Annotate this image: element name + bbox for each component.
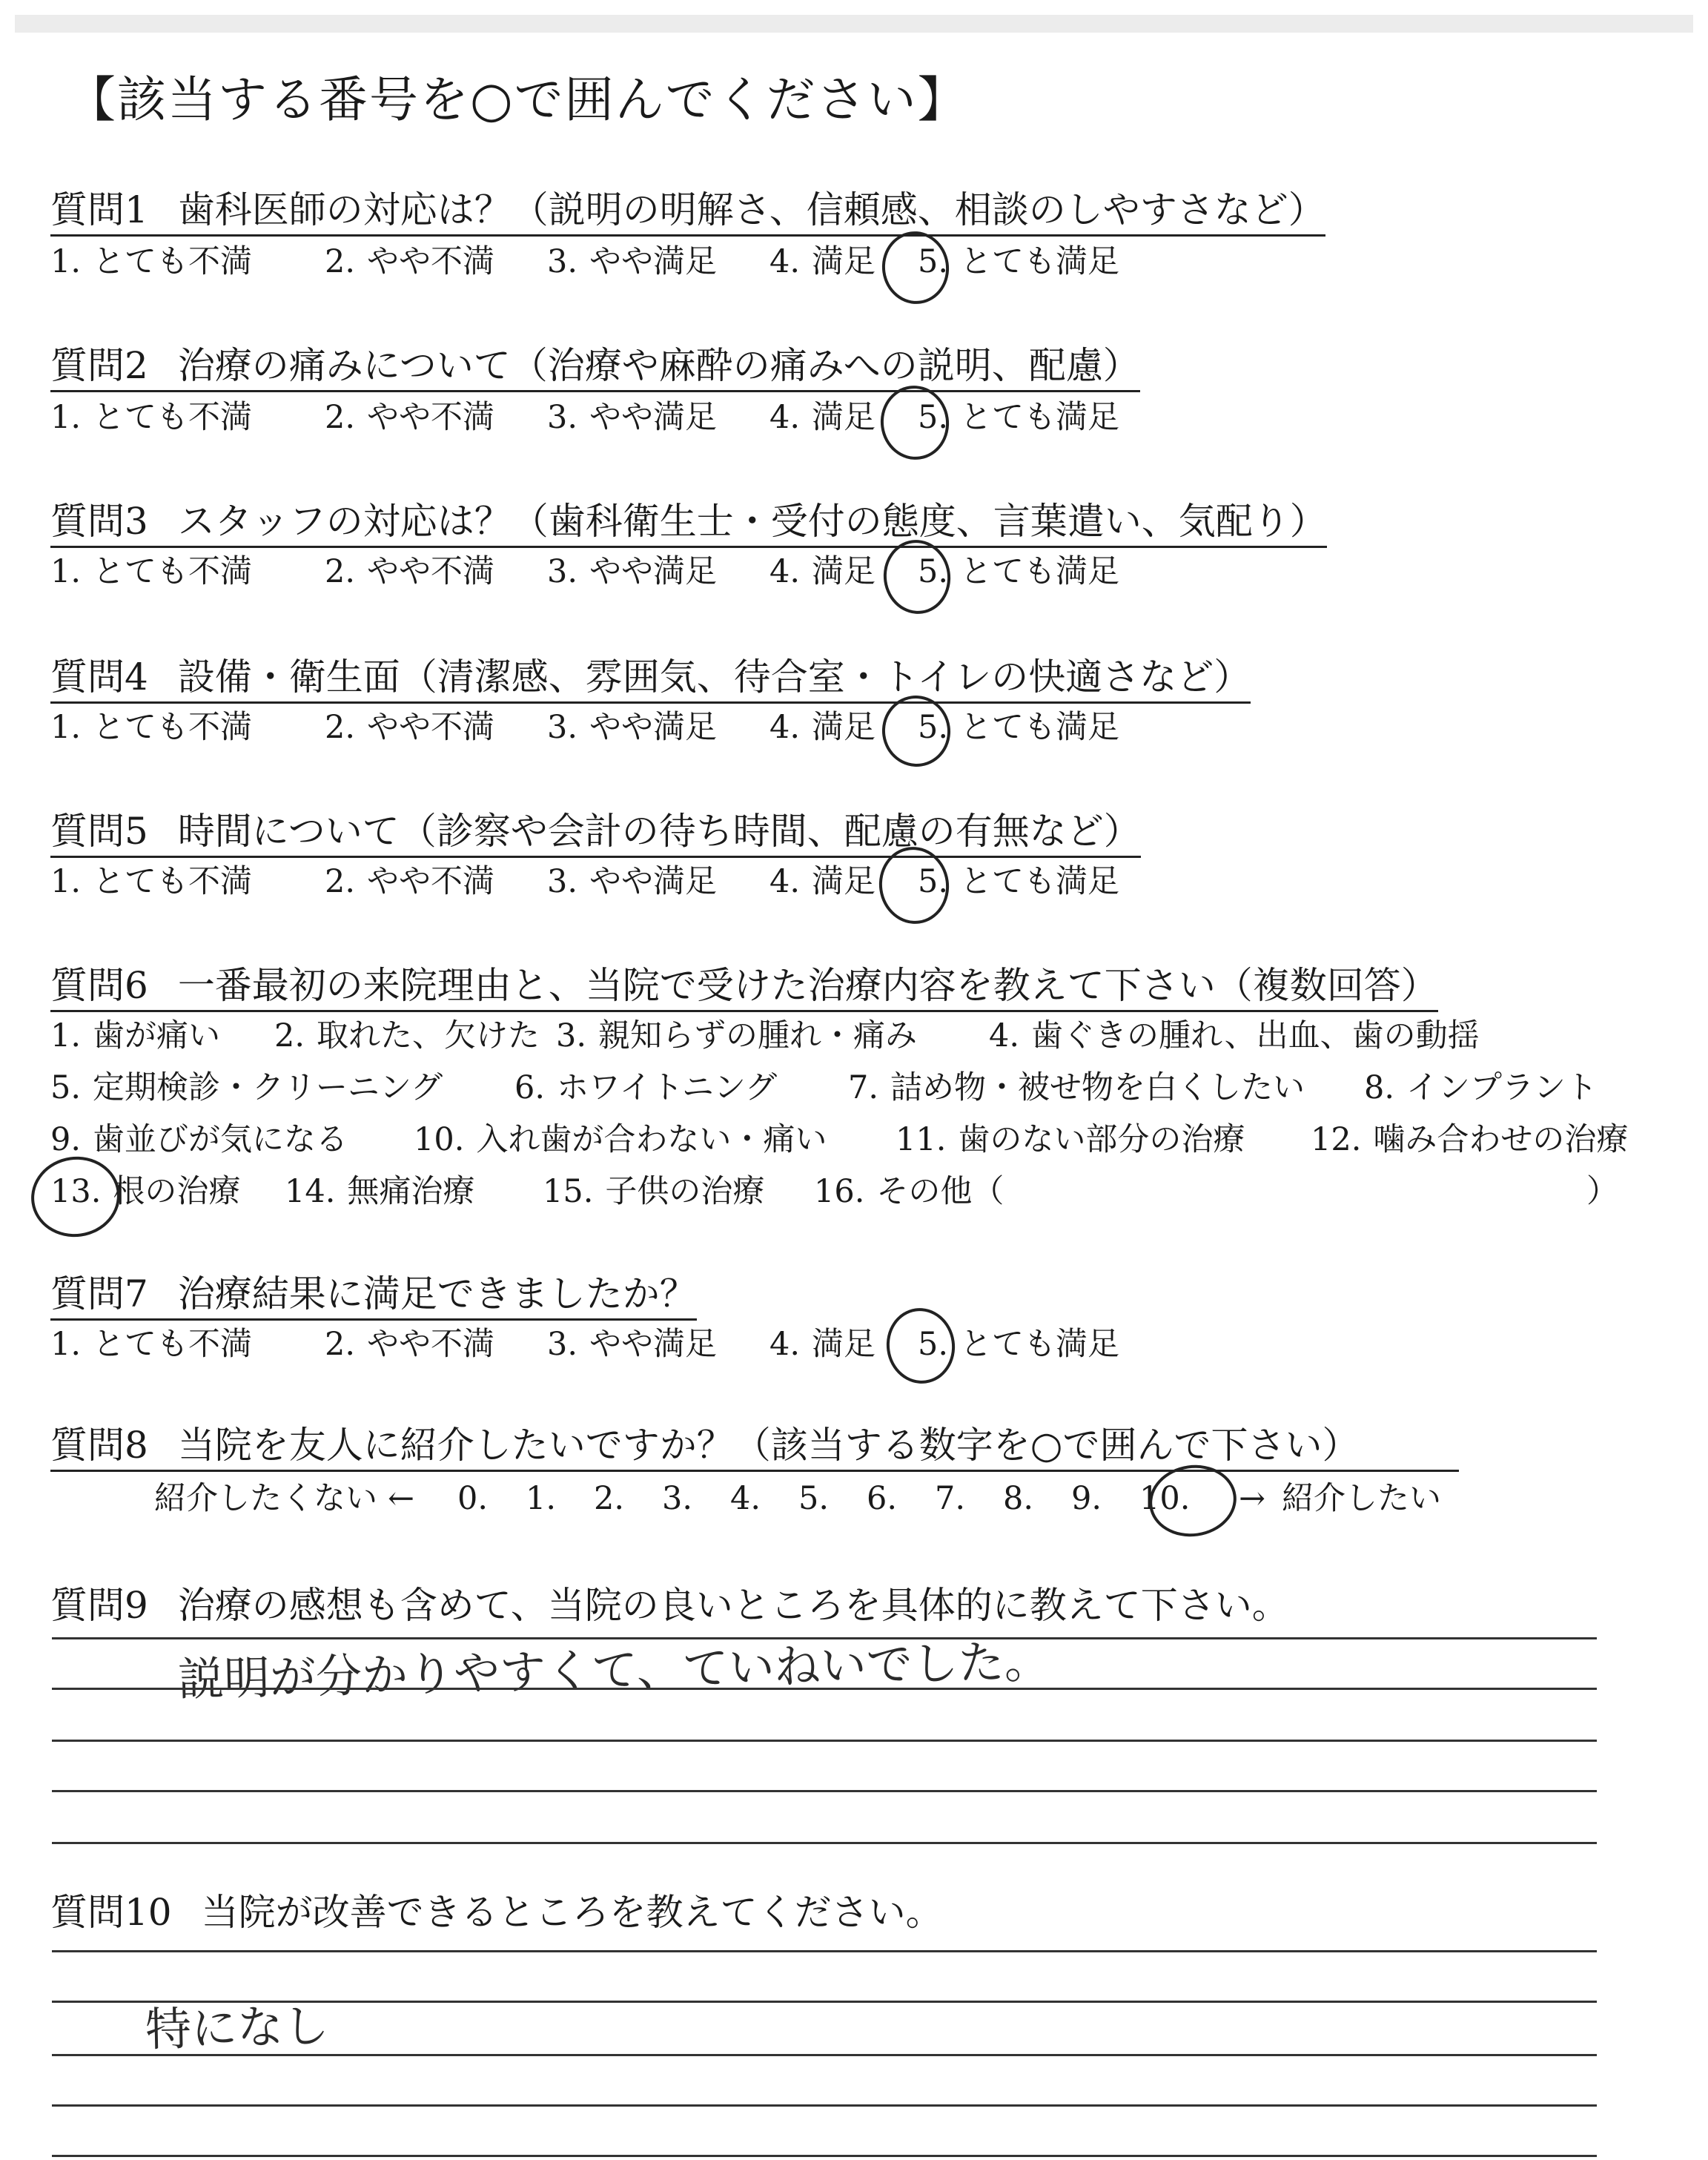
question-8-number: 質問8 [50,1424,148,1467]
scale-right-label: 紹介したい [1282,1480,1442,1517]
q10-handwritten-answer[interactable]: 特になし [145,1998,330,2057]
q6-option-3[interactable]: 3. 親知らずの腫れ・痛み [556,1017,918,1054]
question-8-text: 当院を友人に紹介したいですか？（該当する数字を○で囲んで下さい） [177,1424,1360,1467]
q6-option-5[interactable]: 5. 定期検診・クリーニング [50,1069,443,1106]
q6-option-12[interactable]: 12. 噛み合わせの治療 [1311,1121,1629,1158]
q6-option-10[interactable]: 10. 入れ歯が合わない・痛い [414,1121,827,1158]
option-4[interactable]: 4. 満足 [769,863,876,900]
question-2-title [50,344,1140,392]
q9-answer-line-3 [52,1740,1597,1742]
question-7-title [50,1272,697,1321]
question-7-text: 治療結果に満足できましたか？ [177,1272,697,1315]
question-6-options-row-4 [50,1173,1004,1210]
option-2[interactable]: 2. やや不満 [325,399,495,436]
q9-answer-line-4 [52,1790,1597,1792]
q6-option-8[interactable]: 8. インプラント [1364,1069,1598,1106]
scale-value-0[interactable]: 0. [457,1480,489,1517]
question-9-text: 治療の感想も含めて、当院の良いところを具体的に教えて下さい。 [177,1584,1289,1627]
q6-option-6[interactable]: 6. ホワイトニング [514,1069,778,1106]
scale-right-arrow: → [1239,1480,1266,1517]
question-3-text: スタッフの対応は？（歯科衛生士・受付の態度、言葉遣い、気配り） [177,500,1327,543]
option-2[interactable]: 2. やや不満 [325,553,495,590]
question-9-title [50,1584,1289,1630]
question-1-options [50,243,1120,280]
scale-left-arrow: ← [388,1480,415,1517]
option-5[interactable]: 5. とても満足 [918,863,1120,900]
question-6-text: 一番最初の来院理由と、当院で受けた治療内容を教えて下さい（複数回答） [177,964,1438,1007]
scale-value-3[interactable]: 3. [662,1480,693,1517]
q6-option-13[interactable]: 13. 根の治療 [50,1173,241,1210]
question-3-title [50,500,1327,548]
q6-option-16[interactable]: 16. その他（ [814,1173,1004,1210]
option-1[interactable]: 1. とても不満 [50,553,253,590]
option-4[interactable]: 4. 満足 [769,553,876,590]
option-5[interactable]: 5. とても満足 [918,1326,1120,1363]
option-4[interactable]: 4. 満足 [769,243,876,280]
question-6-options-row-2 [50,1069,1598,1106]
question-8-scale [154,1480,1442,1517]
question-3-number: 質問3 [50,500,148,543]
q10-answer-line-5 [52,2155,1597,2157]
option-2[interactable]: 2. やや不満 [325,1326,495,1363]
question-1-number: 質問1 [50,188,148,231]
answer-circle-q1 [878,227,954,308]
question-5-number: 質問5 [50,810,148,853]
answer-circle-q2 [875,381,953,464]
option-3[interactable]: 3. やや満足 [547,399,718,436]
form-heading: 【該当する番号を○で囲んでください】 [67,71,968,128]
question-2-text: 治療の痛みについて（治療や麻酔の痛みへの説明、配慮） [177,344,1140,387]
scale-value-5[interactable]: 5. [798,1480,830,1517]
q10-answer-line-4 [52,2104,1597,2107]
q6-option-15[interactable]: 15. 子供の治療 [543,1173,765,1210]
option-5[interactable]: 5. とても満足 [918,553,1120,590]
option-3[interactable]: 3. やや満足 [547,553,718,590]
scale-value-8[interactable]: 8. [1003,1480,1034,1517]
scale-value-10[interactable]: 10. [1139,1480,1191,1517]
question-6-options-row-3 [50,1121,1629,1158]
question-5-options [50,863,1120,900]
question-10-number: 質問10 [50,1891,172,1934]
question-9-number: 質問9 [50,1584,148,1627]
question-4-options [50,709,1120,746]
q10-answer-line-3 [52,2054,1597,2056]
q6-option-1[interactable]: 1. 歯が痛い [50,1017,221,1054]
q6-option-9[interactable]: 9. 歯並びが気になる [50,1121,348,1158]
scale-value-1[interactable]: 1. [526,1480,557,1517]
question-5-title [50,810,1141,858]
scale-value-9[interactable]: 9. [1071,1480,1102,1517]
option-3[interactable]: 3. やや満足 [547,243,718,280]
q9-answer-line-2 [52,1688,1597,1690]
q6-option-11[interactable]: 11. 歯のない部分の治療 [896,1121,1245,1158]
option-5[interactable]: 5. とても満足 [918,243,1120,280]
option-1[interactable]: 1. とても不満 [50,243,253,280]
q9-answer-line-5 [52,1842,1597,1844]
option-3[interactable]: 3. やや満足 [547,1326,718,1363]
q6-option-7[interactable]: 7. 詰め物・被せ物を白くしたい [848,1069,1305,1106]
option-2[interactable]: 2. やや不満 [325,863,495,900]
option-2[interactable]: 2. やや不満 [325,709,495,746]
option-5[interactable]: 5. とても満足 [918,709,1120,746]
scale-value-4[interactable]: 4. [730,1480,761,1517]
answer-circle-q7 [881,1304,959,1388]
question-10-text: 当院が改善できるところを教えてください。 [201,1891,943,1934]
option-1[interactable]: 1. とても不満 [50,863,253,900]
q6-option-14[interactable]: 14. 無痛治療 [285,1173,475,1210]
question-1-title [50,188,1325,237]
question-8-title [50,1424,1459,1472]
question-7-number: 質問7 [50,1272,148,1315]
question-4-title [50,655,1251,704]
question-10-title [50,1891,943,1937]
option-4[interactable]: 4. 満足 [769,399,876,436]
q10-answer-line-1 [52,1950,1597,1952]
scale-left-label: 紹介したくない [154,1480,377,1517]
option-4[interactable]: 4. 満足 [769,709,876,746]
option-5[interactable]: 5. とても満足 [918,399,1120,436]
answer-circle-q6 [26,1151,125,1243]
scale-value-6[interactable]: 6. [867,1480,898,1517]
scan-top-edge [15,15,1693,33]
question-3-options [50,553,1120,590]
q9-handwritten-answer[interactable]: 説明が分かりやすくて、ていねいでした。 [177,1634,1051,1707]
question-6-title [50,964,1438,1012]
q6-other-close-paren: ） [1586,1173,1618,1210]
option-4[interactable]: 4. 満足 [769,1326,876,1363]
question-2-number: 質問2 [50,344,148,387]
option-1[interactable]: 1. とても不満 [50,709,253,746]
option-3[interactable]: 3. やや満足 [547,709,718,746]
option-2[interactable]: 2. やや不満 [325,243,495,280]
q6-option-4[interactable]: 4. 歯ぐきの腫れ、出血、歯の動揺 [989,1017,1480,1054]
scale-value-7[interactable]: 7. [935,1480,966,1517]
option-1[interactable]: 1. とても不満 [50,1326,253,1363]
option-3[interactable]: 3. やや満足 [547,863,718,900]
question-4-text: 設備・衛生面（清潔感、雰囲気、待合室・トイレの快適さなど） [177,655,1251,698]
question-1-text: 歯科医師の対応は？（説明の明解さ、信頼感、相談のしやすさなど） [177,188,1325,231]
question-2-options [50,399,1120,436]
question-4-number: 質問4 [50,655,148,698]
question-7-options [50,1326,1120,1363]
question-6-options-row-1 [50,1017,1480,1054]
scale-value-2[interactable]: 2. [594,1480,625,1517]
question-6-number: 質問6 [50,964,148,1007]
q6-option-2[interactable]: 2. 取れた、欠けた [274,1017,540,1054]
question-5-text: 時間について（診察や会計の待ち時間、配慮の有無など） [177,810,1141,853]
option-1[interactable]: 1. とても不満 [50,399,253,436]
